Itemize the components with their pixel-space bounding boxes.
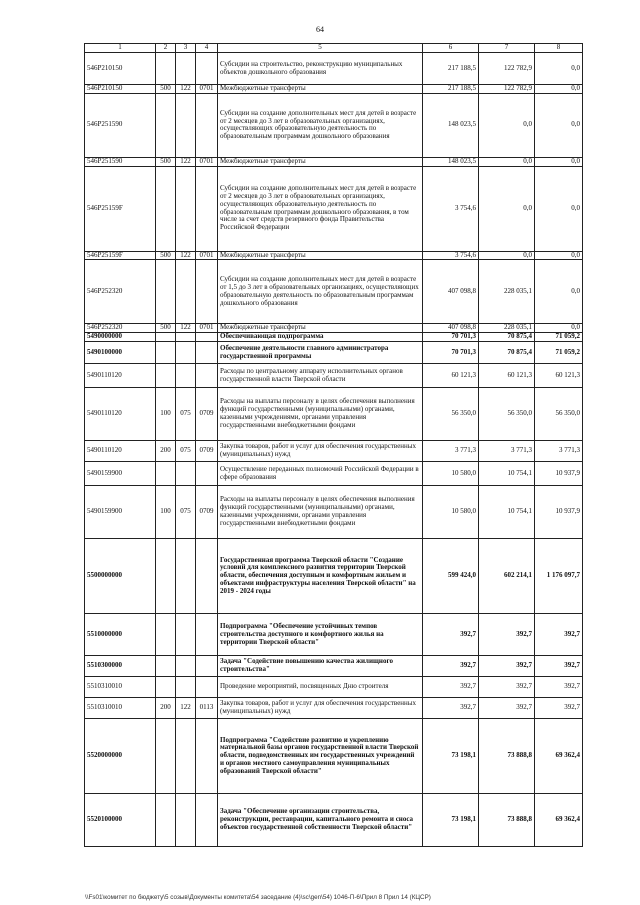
value-2022-cell: 3 754,6 [423,251,479,260]
target-code-cell: 5520000000 [85,719,156,794]
target-code-cell: 5490000000 [85,333,156,342]
expense-type-cell [156,656,176,677]
value-2024-cell: 392,7 [535,698,583,719]
expense-type-cell [156,539,176,614]
target-code-cell: 546P252320 [85,260,156,324]
value-2024-cell: 0,0 [535,166,583,251]
description-cell: Субсидии на создание дополнительных мест для детей в возрасте от 2 месяцев до 3 лет в образовательных организациях, осуществляющих образовательную деятельность по образовательным программам дошкольного образования, в том числе за счет средств резервного фонда Правительства Российской Федерации [218,166,423,251]
section-cell: 0701 [196,157,218,166]
section-cell [196,656,218,677]
value-2024-cell: 10 937,9 [535,486,583,539]
expense-type-cell [156,462,176,486]
target-code-cell: 5510300000 [85,656,156,677]
table-row [85,698,583,719]
value-2022-cell: 70 701,3 [423,333,479,342]
description-cell: Межбюджетные трансферты [218,85,423,94]
expense-type-cell: 500 [156,324,176,333]
section-cell: 0701 [196,324,218,333]
section-cell [196,462,218,486]
description-cell: Проведение мероприятий, посвященных Дню строителя [218,677,423,698]
section-cell [196,539,218,614]
value-2024-cell: 10 937,9 [535,462,583,486]
value-2024-cell: 0,0 [535,85,583,94]
description-cell: Субсидии на создание дополнительных мест для детей в возрасте от 1,5 до 3 лет в образовательных организациях, осуществляющих образовательную деятельность по образовательным программам дошкольного образования [218,260,423,324]
value-2022-cell: 148 023,5 [423,157,479,166]
ministry-cell [176,260,196,324]
value-2023-cell: 56 350,0 [479,388,535,441]
value-2022-cell: 70 701,3 [423,342,479,364]
value-2023-cell: 10 754,1 [479,486,535,539]
ministry-cell [176,166,196,251]
section-cell: 0709 [196,441,218,462]
section-cell [196,93,218,157]
target-code-cell: 5510000000 [85,614,156,656]
section-cell [196,260,218,324]
target-code-cell: 546P25159F [85,251,156,260]
value-2023-cell: 3 771,3 [479,441,535,462]
expense-type-cell: 200 [156,441,176,462]
budget-table [84,43,583,847]
value-2023-cell: 0,0 [479,251,535,260]
ministry-cell [176,93,196,157]
value-2023-cell: 0,0 [479,166,535,251]
description-cell: Расходы на выплаты персоналу в целях обеспечения выполнения функций государственными (муниципальными) органами, казенными учреждениями, органами управления государственными внебюджетными фондами [218,486,423,539]
column-header: 5 [218,44,423,53]
target-code-cell: 5490110120 [85,441,156,462]
expense-type-cell [156,794,176,847]
expense-type-cell [156,53,176,85]
ministry-cell [176,539,196,614]
value-2023-cell: 392,7 [479,656,535,677]
ministry-cell [176,794,196,847]
section-cell [196,333,218,342]
value-2022-cell: 392,7 [423,677,479,698]
ministry-cell [176,342,196,364]
table-header-row [85,44,583,53]
description-cell: Расходы на выплаты персоналу в целях обеспечения выполнения функций государственными (муниципальными) органами, казенными учреждениями, органами управления государственными внебюджетными фондами [218,388,423,441]
section-cell [196,677,218,698]
expense-type-cell [156,260,176,324]
section-cell [196,614,218,656]
target-code-cell: 5490159900 [85,462,156,486]
ministry-cell [176,656,196,677]
value-2023-cell: 10 754,1 [479,462,535,486]
value-2022-cell: 407 098,8 [423,260,479,324]
value-2023-cell: 392,7 [479,614,535,656]
section-cell [196,166,218,251]
value-2023-cell: 228 035,1 [479,260,535,324]
section-cell [196,364,218,388]
table-row [85,486,583,539]
table-row [85,794,583,847]
section-cell: 0701 [196,251,218,260]
column-header: 1 [85,44,156,53]
ministry-cell: 122 [176,324,196,333]
value-2022-cell: 217 188,5 [423,53,479,85]
table-row [85,342,583,364]
section-cell: 0709 [196,388,218,441]
column-header: 3 [176,44,196,53]
expense-type-cell [156,719,176,794]
ministry-cell [176,53,196,85]
section-cell: 0709 [196,486,218,539]
ministry-cell [176,677,196,698]
expense-type-cell: 100 [156,486,176,539]
value-2022-cell: 73 198,1 [423,794,479,847]
value-2022-cell: 3 771,3 [423,441,479,462]
table-row [85,251,583,260]
ministry-cell [176,719,196,794]
target-code-cell: 546P25159F [85,166,156,251]
value-2023-cell: 122 782,9 [479,53,535,85]
table-row [85,614,583,656]
target-code-cell: 546P252320 [85,324,156,333]
value-2024-cell: 0,0 [535,53,583,85]
value-2023-cell: 392,7 [479,677,535,698]
target-code-cell: 5490110120 [85,364,156,388]
section-cell [196,719,218,794]
value-2022-cell: 10 580,0 [423,462,479,486]
column-header: 8 [535,44,583,53]
ministry-cell: 122 [176,85,196,94]
table-row [85,166,583,251]
file-path-footer: \\Fs01\комитет по бюджету\5 созыв\Документы комитета\54 заседание (4)\sc\gen\54) 1046-П-6\Прил 8 Прил 14 (КЦСР) [85,894,431,901]
target-code-cell: 5510310010 [85,677,156,698]
description-cell: Подпрограмма "Обеспечение устойчивых темпов строительства доступного и комфортного жилья на территории Тверской области" [218,614,423,656]
value-2023-cell: 73 888,8 [479,719,535,794]
value-2024-cell: 1 176 097,7 [535,539,583,614]
description-cell: Субсидии на строительство, реконструкцию муниципальных объектов дошкольного образования [218,53,423,85]
section-cell [196,794,218,847]
value-2022-cell: 392,7 [423,698,479,719]
description-cell: Закупка товаров, работ и услуг для обеспечения государственных (муниципальных) нужд [218,441,423,462]
value-2024-cell: 60 121,3 [535,364,583,388]
target-code-cell: 5490100000 [85,342,156,364]
ministry-cell [176,364,196,388]
target-code-cell: 546P251590 [85,93,156,157]
value-2022-cell: 10 580,0 [423,486,479,539]
value-2023-cell: 73 888,8 [479,794,535,847]
description-cell: Расходы по центральному аппарату исполнительных органов государственной власти Тверской области [218,364,423,388]
expense-type-cell [156,364,176,388]
table-row [85,539,583,614]
table-row [85,157,583,166]
table-row [85,441,583,462]
expense-type-cell [156,342,176,364]
ministry-cell: 122 [176,251,196,260]
expense-type-cell: 100 [156,388,176,441]
table-row [85,656,583,677]
column-header: 7 [479,44,535,53]
description-cell: Задача "Содействие повышению качества жилищного строительства" [218,656,423,677]
expense-type-cell [156,677,176,698]
value-2022-cell: 60 121,3 [423,364,479,388]
table-body [85,53,583,847]
value-2022-cell: 217 188,5 [423,85,479,94]
description-cell: Закупка товаров, работ и услуг для обеспечения государственных (муниципальных) нужд [218,698,423,719]
value-2023-cell: 602 214,1 [479,539,535,614]
column-header: 6 [423,44,479,53]
expense-type-cell: 500 [156,85,176,94]
description-cell: Подпрограмма "Содействие развитию и укреплению материальной базы органов государственной власти Тверской области, подведомственных им государственных учреждений и органов местного самоуправления муниципальных образований Тверской области" [218,719,423,794]
expense-type-cell [156,93,176,157]
target-code-cell: 5500000000 [85,539,156,614]
section-cell [196,342,218,364]
value-2023-cell: 70 875,4 [479,333,535,342]
table-row [85,388,583,441]
value-2023-cell: 60 121,3 [479,364,535,388]
value-2024-cell: 69 362,4 [535,794,583,847]
description-cell: Осуществление переданных полномочий Российской Федерации в сфере образования [218,462,423,486]
description-cell: Межбюджетные трансферты [218,251,423,260]
target-code-cell: 546P210150 [85,53,156,85]
table-row [85,260,583,324]
ministry-cell: 075 [176,388,196,441]
table-row [85,85,583,94]
expense-type-cell: 500 [156,157,176,166]
value-2022-cell: 392,7 [423,656,479,677]
table-row [85,677,583,698]
value-2022-cell: 56 350,0 [423,388,479,441]
description-cell: Межбюджетные трансферты [218,157,423,166]
value-2024-cell: 71 059,2 [535,342,583,364]
value-2022-cell: 407 098,8 [423,324,479,333]
target-code-cell: 5510310010 [85,698,156,719]
target-code-cell: 546P251590 [85,157,156,166]
value-2024-cell: 392,7 [535,656,583,677]
description-cell: Обеспечивающая подпрограмма [218,333,423,342]
description-cell: Государственная программа Тверской области "Создание условий для комплексного развития территории Тверской области, обеспечения доступным и комфортным жильем и объектами инфраструктуры населения Тверской области" на 2019 - 2024 годы [218,539,423,614]
table-row [85,53,583,85]
ministry-cell [176,333,196,342]
target-code-cell: 546P210150 [85,85,156,94]
value-2024-cell: 71 059,2 [535,333,583,342]
value-2022-cell: 148 023,5 [423,93,479,157]
section-cell [196,53,218,85]
value-2022-cell: 73 198,1 [423,719,479,794]
value-2023-cell: 392,7 [479,698,535,719]
value-2024-cell: 0,0 [535,324,583,333]
ministry-cell [176,614,196,656]
target-code-cell: 5490159900 [85,486,156,539]
description-cell: Субсидии на создание дополнительных мест для детей в возрасте от 2 месяцев до 3 лет в образовательных организациях, осуществляющих образовательную деятельность по образовательным программам дошкольного образования [218,93,423,157]
table-row [85,462,583,486]
ministry-cell [176,462,196,486]
value-2024-cell: 392,7 [535,614,583,656]
value-2024-cell: 0,0 [535,251,583,260]
expense-type-cell [156,333,176,342]
column-header: 4 [196,44,218,53]
expense-type-cell [156,614,176,656]
value-2024-cell: 0,0 [535,93,583,157]
value-2023-cell: 0,0 [479,157,535,166]
value-2022-cell: 3 754,6 [423,166,479,251]
value-2023-cell: 0,0 [479,93,535,157]
ministry-cell: 122 [176,157,196,166]
description-cell: Задача "Обеспечение организации строительства, реконструкции, реставрации, капитального ремонта и сноса объектов государственной собственности Тверской области" [218,794,423,847]
value-2024-cell: 392,7 [535,677,583,698]
expense-type-cell: 500 [156,251,176,260]
description-cell: Межбюджетные трансферты [218,324,423,333]
ministry-cell: 122 [176,698,196,719]
value-2024-cell: 56 350,0 [535,388,583,441]
target-code-cell: 5490110120 [85,388,156,441]
table-row [85,333,583,342]
expense-type-cell: 200 [156,698,176,719]
value-2024-cell: 3 771,3 [535,441,583,462]
section-cell: 0701 [196,85,218,94]
target-code-cell: 5520100000 [85,794,156,847]
page-number: 64 [316,25,324,34]
value-2022-cell: 392,7 [423,614,479,656]
value-2023-cell: 228 035,1 [479,324,535,333]
section-cell: 0113 [196,698,218,719]
table-row [85,364,583,388]
table-row [85,719,583,794]
column-header: 2 [156,44,176,53]
ministry-cell: 075 [176,486,196,539]
table-row [85,93,583,157]
value-2024-cell: 69 362,4 [535,719,583,794]
value-2023-cell: 70 875,4 [479,342,535,364]
value-2024-cell: 0,0 [535,260,583,324]
description-cell: Обеспечение деятельности главного администратора государственной программы [218,342,423,364]
value-2023-cell: 122 782,9 [479,85,535,94]
value-2022-cell: 599 424,0 [423,539,479,614]
ministry-cell: 075 [176,441,196,462]
expense-type-cell [156,166,176,251]
value-2024-cell: 0,0 [535,157,583,166]
